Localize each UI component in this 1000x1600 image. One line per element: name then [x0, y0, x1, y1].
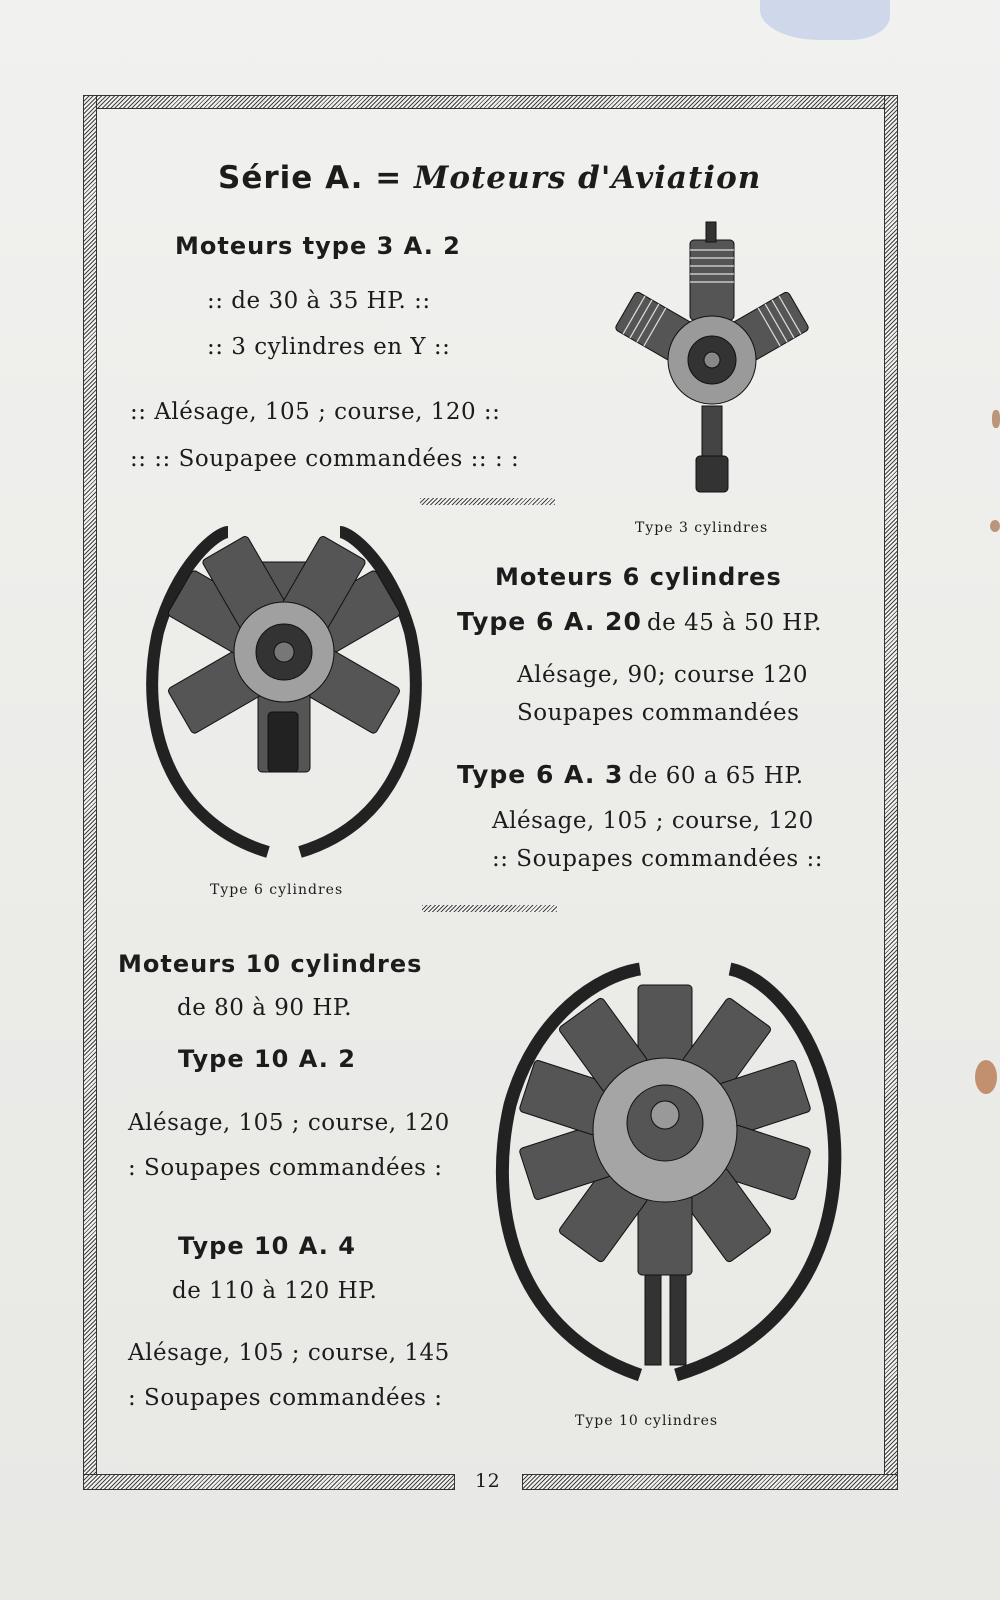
section-6-type1-name: Type 6 A. 20 [457, 607, 642, 636]
six-cylinder-engine-icon [128, 522, 440, 872]
section-6-type2-bore: Alésage, 105 ; course, 120 [492, 808, 814, 834]
section-10-type1-bore: Alésage, 105 ; course, 120 [128, 1110, 450, 1136]
section-6-type2-name: Type 6 A. 3 [457, 760, 624, 789]
section-3-power: :: de 30 à 35 HP. :: [207, 288, 431, 314]
section-6-type1-bore: Alésage, 90; course 120 [517, 662, 809, 688]
section-6-heading: Moteurs 6 cylindres [495, 563, 782, 591]
section-10-caption: Type 10 cylindres [575, 1413, 719, 1429]
section-10-type2-valves: : Soupapes commandées : [128, 1385, 443, 1411]
section-6-type1 [457, 607, 822, 636]
page-title [218, 160, 761, 196]
title-italic: Moteurs d'Aviation [414, 160, 762, 196]
section-10-type1-valves: : Soupapes commandées : [128, 1155, 443, 1181]
frame-border-top [83, 95, 898, 109]
section-divider [420, 498, 555, 505]
frame-border-left [83, 95, 97, 1490]
section-10-type2-bore: Alésage, 105 ; course, 145 [128, 1340, 450, 1366]
section-10-heading: Moteurs 10 cylindres [118, 950, 423, 978]
section-6-caption: Type 6 cylindres [210, 882, 344, 898]
section-3-valves: :: :: Soupapee commandées :: : : [130, 446, 520, 472]
section-3-caption: Type 3 cylindres [635, 520, 769, 536]
frame-border-right [884, 95, 898, 1490]
section-divider [422, 905, 557, 912]
section-10-type2-power: de 110 à 120 HP. [172, 1278, 378, 1304]
section-3-heading: Moteurs type 3 A. 2 [175, 232, 461, 260]
section-6-type1-valves: Soupapes commandées [517, 700, 800, 726]
frame-border-bottom-right [522, 1474, 898, 1490]
rust-stain [975, 1060, 997, 1094]
three-cylinder-engine-icon [578, 220, 844, 510]
section-10-type1-name: Type 10 A. 2 [178, 1045, 356, 1073]
section-6-type1-power: de 45 à 50 HP. [646, 610, 822, 636]
section-6-type2-power: de 60 a 65 HP. [628, 763, 804, 789]
page-number: 12 [475, 1470, 501, 1492]
section-10-type2-name: Type 10 A. 4 [178, 1232, 356, 1260]
title-prefix: Série A. = [218, 160, 403, 196]
rust-stain [990, 520, 1000, 532]
section-6-type2 [457, 760, 804, 789]
ten-cylinder-engine-icon [490, 955, 870, 1395]
section-3-config: :: 3 cylindres en Y :: [207, 334, 451, 360]
section-10-power: de 80 à 90 HP. [177, 995, 353, 1021]
section-6-type2-valves: :: Soupapes commandées :: [492, 846, 824, 872]
section-3-bore-stroke: :: Alésage, 105 ; course, 120 :: [130, 399, 501, 425]
frame-border-bottom-left [83, 1474, 455, 1490]
rust-stain [992, 410, 1000, 428]
